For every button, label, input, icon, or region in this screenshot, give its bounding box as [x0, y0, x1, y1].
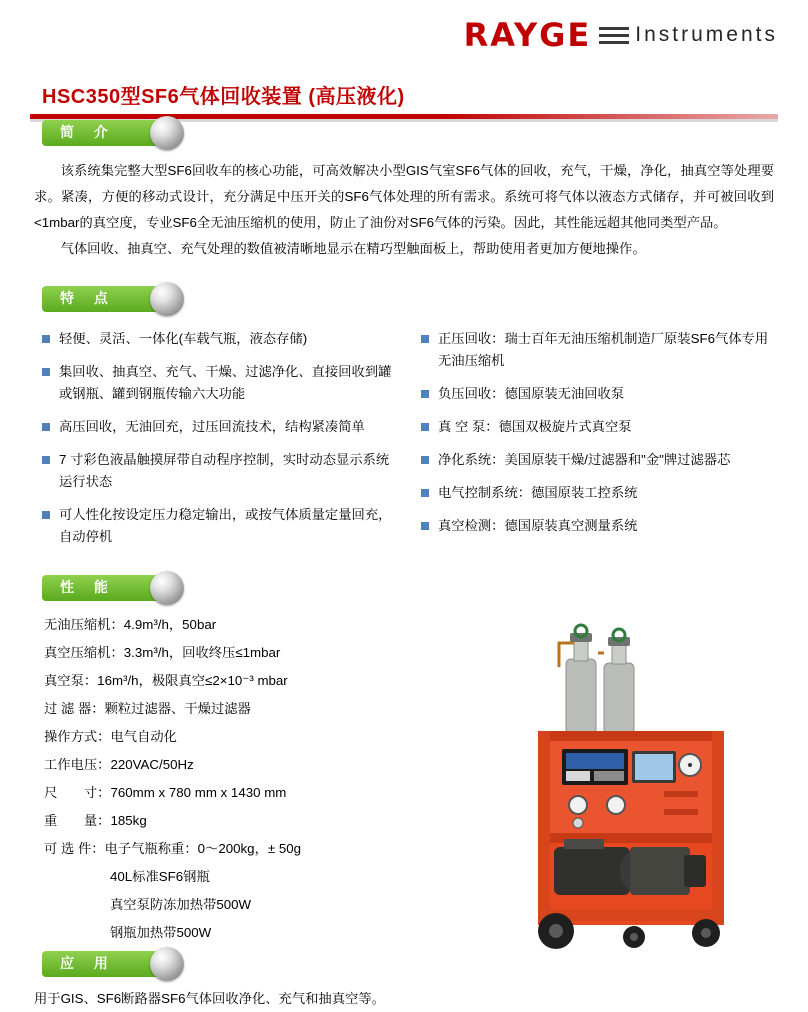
features-right-column: [413, 328, 774, 559]
feature-text: 真 空 泵：德国双极旋片式真空泵: [438, 419, 632, 434]
spec-subrow: 真空泵防冻加热带500W: [110, 897, 252, 912]
square-bullet-icon: [42, 368, 50, 376]
spec-row: 操作方式：电气自动化: [44, 729, 177, 744]
section-label-features: 特 点: [60, 290, 116, 306]
list-item: [413, 515, 774, 537]
list-item: [34, 328, 395, 350]
feature-text: 集回收、抽真空、充气、干燥、过滤净化、直接回收到罐或钢瓶、罐到钢瓶传输六大功能: [59, 364, 392, 401]
section-heading-performance: [42, 573, 202, 607]
feature-text: 负压回收：德国原装无油回收泵: [438, 386, 625, 401]
page-title: HSC350型SF6气体回收装置 (高压液化): [42, 86, 405, 108]
square-bullet-icon: [421, 489, 429, 497]
list-item: [34, 416, 395, 438]
square-bullet-icon: [42, 423, 50, 431]
spec-row: 重 量：185kg: [44, 813, 147, 828]
sphere-icon: [150, 282, 184, 316]
feature-text: 7 寸彩色液晶触摸屏带自动程序控制，实时动态显示系统运行状态: [59, 452, 390, 489]
feature-text: 可人性化按设定压力稳定输出，或按气体质量定量回充，自动停机: [59, 507, 392, 544]
logo-bars-icon: [599, 27, 629, 44]
spec-row: 尺 寸：760mm x 780 mm x 1430 mm: [44, 785, 287, 800]
brand-logo: [464, 16, 778, 54]
feature-text: 真空检测：德国原装真空测量系统: [438, 518, 638, 533]
title-band: [0, 76, 808, 118]
list-item: [413, 328, 774, 372]
intro-paragraph-2: 气体回收、抽真空、充气处理的数值被清晰地显示在精巧型触面板上，帮助使用者更加方便地操作。: [60, 241, 646, 256]
spec-row: 无油压缩机：4.9m³/h，50bar: [44, 617, 217, 632]
application-text: 用于GIS、SF6断路器SF6气体回收净化、充气和抽真空等。: [34, 991, 385, 1006]
brand-suffix: Instruments: [635, 23, 778, 46]
feature-text: 正压回收：瑞士百年无油压缩机制造厂原装SF6气体专用无油压缩机: [438, 331, 769, 368]
list-item: [413, 449, 774, 471]
performance-block: [0, 611, 808, 961]
list-item: [413, 482, 774, 504]
sphere-icon: [150, 116, 184, 150]
performance-spec-list: [44, 611, 474, 947]
section-label-performance: 性 能: [60, 579, 116, 595]
features-left-column: [34, 328, 395, 559]
spec-row: 真空压缩机：3.3m³/h，回收终压≤1mbar: [44, 645, 281, 660]
section-heading-features: [42, 284, 202, 318]
spec-row: 工作电压：220VAC/50Hz: [44, 757, 194, 772]
feature-text: 轻便、灵活、一体化(车载气瓶，液态存储): [59, 331, 308, 346]
feature-text: 净化系统：美国原装干燥/过滤器和"金"牌过滤器芯: [438, 452, 731, 467]
section-heading-intro: [42, 118, 202, 152]
page-header: [0, 0, 808, 76]
spec-subrow: 钢瓶加热带500W: [110, 925, 212, 940]
features-columns: [34, 328, 774, 559]
list-item: [34, 504, 395, 548]
intro-body: [34, 158, 774, 262]
square-bullet-icon: [421, 335, 429, 343]
sphere-icon: [150, 571, 184, 605]
square-bullet-icon: [42, 335, 50, 343]
spec-row: 可 选 件：电子气瓶称重：0～200kg，± 50g: [44, 841, 302, 856]
spec-row: 真空泵：16m³/h，极限真空≤2×10⁻³ mbar: [44, 673, 288, 688]
square-bullet-icon: [421, 522, 429, 530]
square-bullet-icon: [421, 456, 429, 464]
square-bullet-icon: [421, 423, 429, 431]
intro-paragraph-1: 该系统集完整大型SF6回收车的核心功能，可高效解决小型GIS气室SF6气体的回收，充气，干燥，净化，抽真空等处理要求。紧凑，方便的移动式设计，充分满足中压开关的SF6气体处理的所有需求。系统可将气体以液态方式储存，并可被回收到<1mbar的真空度，专业SF6全无油压缩机的使用，防止了油份对SF6气体的污染。因此，其性能远超其他同类型产品。: [34, 163, 774, 230]
section-label-intro: 简 介: [60, 124, 116, 140]
product-photo: [504, 623, 764, 953]
brand-name: RAYGE: [463, 16, 592, 54]
feature-text: 电气控制系统：德国原装工控系统: [438, 485, 638, 500]
spec-subrow: 40L标准SF6钢瓶: [110, 869, 210, 884]
list-item: [34, 361, 395, 405]
list-item: [34, 449, 395, 493]
feature-text: 高压回收，无油回充，过压回流技术，结构紧凑简单: [59, 419, 365, 434]
spec-row: 过 滤 器：颗粒过滤器、干燥过滤器: [44, 701, 251, 716]
list-item: [413, 383, 774, 405]
sphere-icon: [150, 947, 184, 981]
square-bullet-icon: [421, 390, 429, 398]
square-bullet-icon: [42, 511, 50, 519]
list-item: [413, 416, 774, 438]
section-label-application: 应 用: [60, 955, 116, 971]
section-heading-application: [42, 949, 202, 983]
square-bullet-icon: [42, 456, 50, 464]
